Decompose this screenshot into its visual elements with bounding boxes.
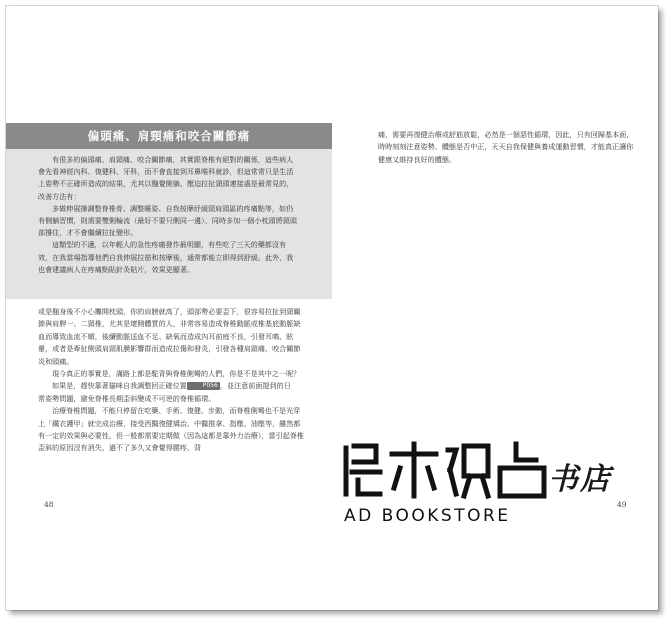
sidebar-box-body	[38, 154, 300, 276]
body-paragraph: 治療脊椎問題，不能只停留在吃藥、手術、復健、步動，而脊椎側彎也不是光穿上「鐵衣護甲」就完成治療，接受西醫復健矯治、中醫推拿、指壓、油壓等，雖然都有一定的效果與必要性，但一般都需要定期做（因為這都是靠外力治療），當引起脊椎歪斜的原因沒有消失，過不了多久又會覺得腰疼、背	[38, 406, 305, 453]
stylized-chinese-logo-icon	[340, 440, 550, 502]
box-paragraph: 有很多的偏頭痛、肩頸痛、咬合關節痛，其實跟脊椎有絕對的關係，這些病人會先看神經內科、復健科、牙科，而不會直接到耳鼻喉科就診，但這常常只是生活上姿勢不正確所造成的結果，尤其以翹覺側躺、壓迫拉扯頸頭連接處是最常見的，改善方法有：	[38, 155, 294, 201]
body-paragraph-with-tag	[38, 380, 306, 392]
box-paragraph: 這類型的不適，以年輕人的急性疼痛發作最明顯，有些吃了三天的藥都沒有效，在我當場指導他們自我伸展拉筋和按摩後，通常都能立即得到舒緩。此外，我也會建議病人在疼痛點貼針灸貼片，效果更顯著。	[38, 240, 294, 274]
body-paragraph: 或是翹身後不小心攤開枕頭，你的肩膀就高了，頭部勢必要歪下，很容易拉扯到頸關節與肩胛一、二頸椎，尤其是壞側體質的人，非常容易造成脊椎動脈或椎基底動脈缺血而導致血流不順，後續動脈送血不足、缺氧而造成內耳前庭不良，引發耳鳴、眩暈，或者是牽扯側頭肩頸肌膜影響群而造成拉傷和發炎，引發各種肩頸痛、咬合關節炎和頭痛。	[38, 307, 301, 366]
left-page	[6, 6, 342, 610]
sidebar-box	[6, 123, 332, 299]
body-paragraph: 痛，需要再復健治療或舒筋放鬆，必然是一個惡性循環，因此，只有回歸基本面，時時刻刻注意姿勢、體態是否中正，天天自我保健與養成運動習慣，才能真正讓你健康又維持良好的體態。	[378, 130, 634, 164]
body-text-span: ，並注意前面提到的日	[219, 381, 291, 391]
watermark-chinese-script: 书店	[548, 462, 612, 497]
right-body-text	[378, 129, 636, 166]
bookstore-watermark-logo	[340, 440, 640, 540]
box-paragraph: 多做伸展操調整脊椎骨、調整睡姿、自我按摩紓緩頸肩頭區的疼痛點等，如仍有側躺習慣，則需要雙側輪流（最好不要只側同一邊），同時多加一個小枕頭將頸頭部撐住，才不會繼續拉扯變形。	[38, 203, 297, 238]
page-reference-tag: P056	[187, 382, 220, 390]
page-number-left: 48	[44, 500, 54, 509]
sidebar-box-title: 偏頭痛、肩頸痛和咬合關節痛	[6, 123, 332, 149]
page-number-right: 49	[617, 500, 627, 509]
left-body-text	[38, 306, 306, 455]
body-text-span: 如果是，趕快靠著貓咪自我調整回正確位置	[52, 381, 187, 391]
watermark-english: AD BOOKSTORE	[344, 506, 511, 526]
body-paragraph: 現今真正的事實是，滿路上都是駝背與脊椎側彎的人們，你是不是其中之一呢？	[52, 369, 301, 379]
body-paragraph: 常姿勢問題，避免脊椎長期歪斜變成不可逆的脊椎循環。	[38, 393, 216, 403]
